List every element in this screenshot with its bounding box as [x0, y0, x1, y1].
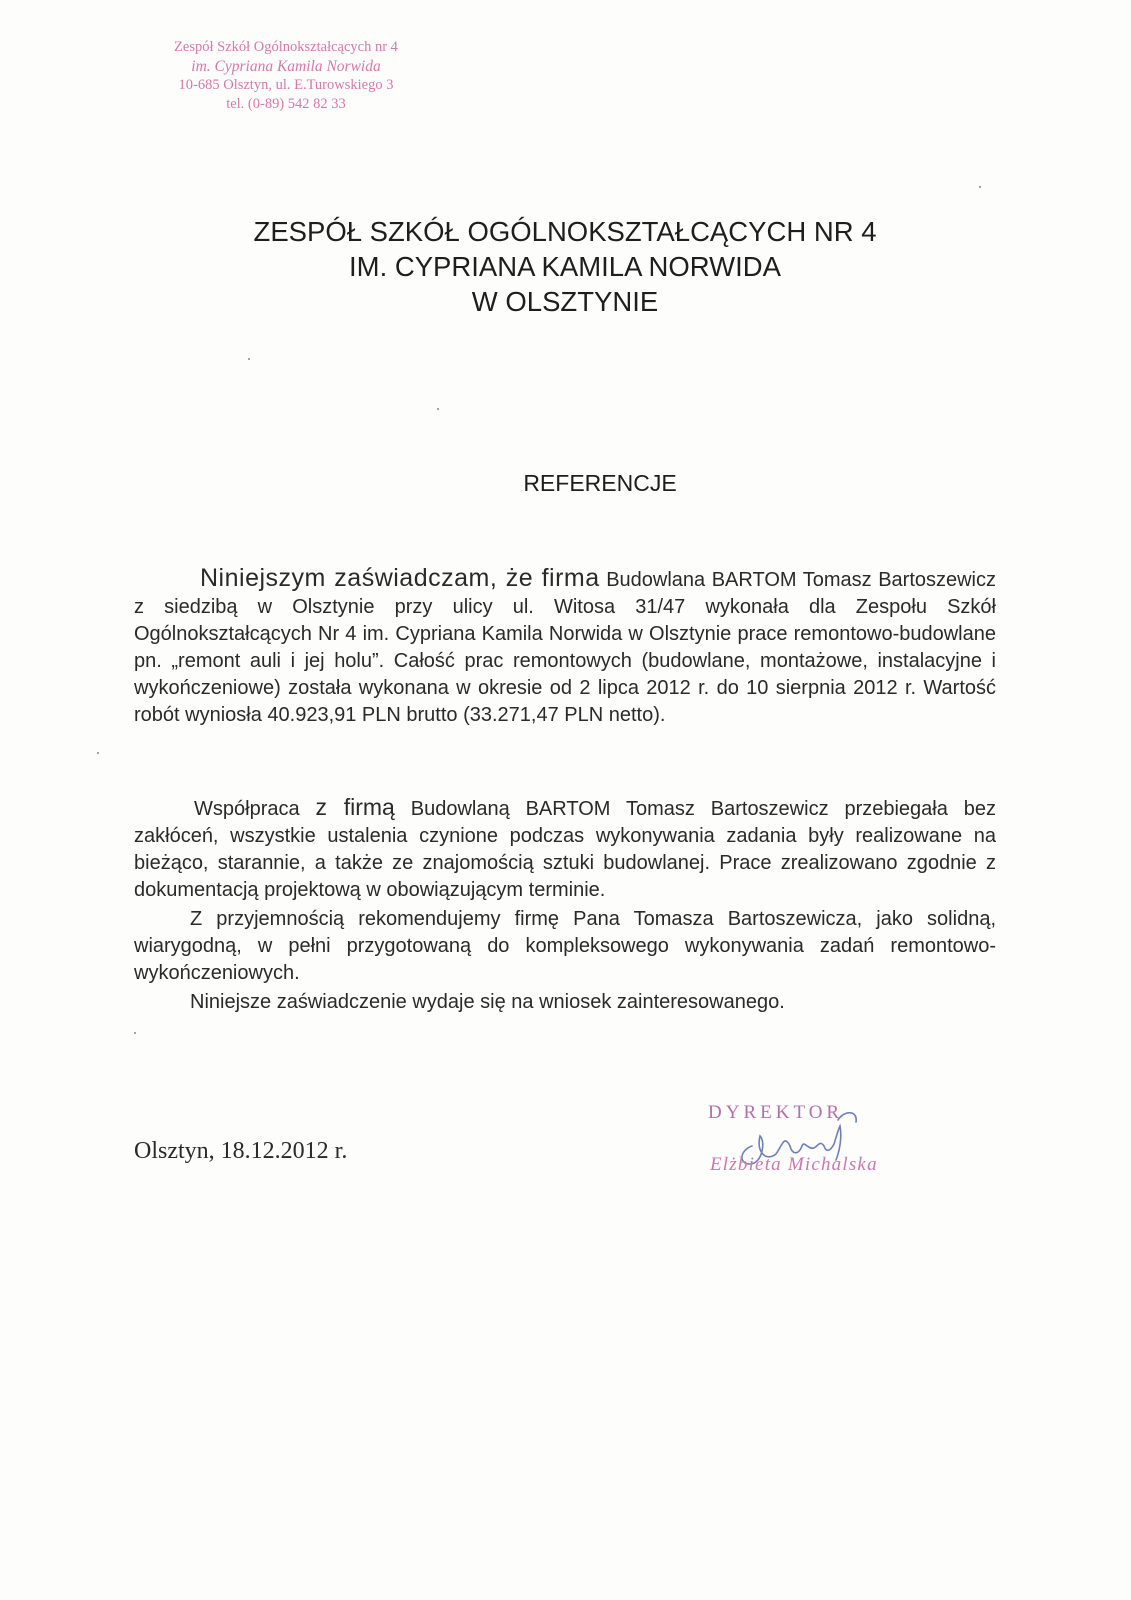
director-title: DYREKTOR	[708, 1102, 844, 1123]
heading-line-3: W OLSZTYNIE	[471, 286, 659, 317]
paragraph-2	[134, 794, 996, 904]
paragraph-1	[134, 565, 996, 729]
scan-speck	[437, 408, 439, 410]
paragraph-2-start: Współpraca	[194, 798, 316, 820]
heading-line-2: IM. CYPRIANA KAMILA NORWIDA	[349, 251, 781, 282]
paragraph-2-body: Budowlaną BARTOM Tomasz Bartoszewicz przebiegała bez zakłóceń, wszystkie ustalenia czynione podczas wykonywania zadania były realizowane na bieżąco, starannie, a także ze znajomością sztuki budowlanej. Prace zrealizowano zgodnie z dokumentacją projektową w obowiązującym terminie.	[134, 798, 997, 901]
scan-speck	[979, 186, 981, 188]
paragraph-2-emphasis: z firmą	[315, 794, 395, 820]
stamp-address: 10-685 Olsztyn, ul. E.Turowskiego 3	[178, 77, 394, 93]
paragraph-1-lead: Niniejszym zaświadczam, że firma	[200, 564, 600, 592]
heading-line-1: ZESPÓŁ SZKÓŁ OGÓLNOKSZTAŁCĄCYCH NR 4	[253, 216, 877, 247]
scan-speck	[248, 358, 250, 360]
school-heading	[180, 214, 950, 319]
place-and-date: Olsztyn, 18.12.2012 r.	[134, 1138, 348, 1164]
paragraph-1-body: Budowlana BARTOM Tomasz Bartoszewicz z siedzibą w Olsztynie przy ulicy ul. Witosa 31/47 wykonała dla Zespołu Szkół Ogólnokształcących Nr 4 im. Cypriana Kamila Norwida w Olsztynie prace remontowo-budowlane pn. „remont auli i jej holu”. Całość prac remontowych (budowlane, montażowe, instalacyjne i wykończeniowe) została wykonana w okresie od 2 lipca 2012 r. do 10 sierpnia 2012 r. Wartość robót wyniosła 40.923,91 PLN brutto (33.271,47 PLN netto).	[134, 569, 997, 726]
stamp-patron: im. Cypriana Kamila Norwida	[191, 58, 381, 75]
stamp-phone: tel. (0-89) 542 82 33	[226, 96, 346, 112]
director-signature-stamp	[704, 1098, 924, 1188]
document-title: REFERENCJE	[523, 470, 677, 496]
scan-speck	[134, 1032, 136, 1034]
school-address-stamp	[146, 38, 426, 114]
paragraph-4: Niniejsze zaświadczenie wydaje się na wniosek zainteresowanego.	[190, 991, 785, 1013]
scan-speck	[97, 752, 99, 754]
director-name: Elżbieta Michalska	[710, 1154, 878, 1175]
stamp-school-name: Zespół Szkół Ogólnokształcących nr 4	[174, 39, 398, 55]
paragraph-3: Z przyjemnością rekomendujemy firmę Pana Tomasza Bartoszewicza, jako solidną, wiarygodną, w pełni przygotowaną do kompleksowego wykonywania zadań remontowo-wykończeniowych.	[134, 908, 996, 984]
